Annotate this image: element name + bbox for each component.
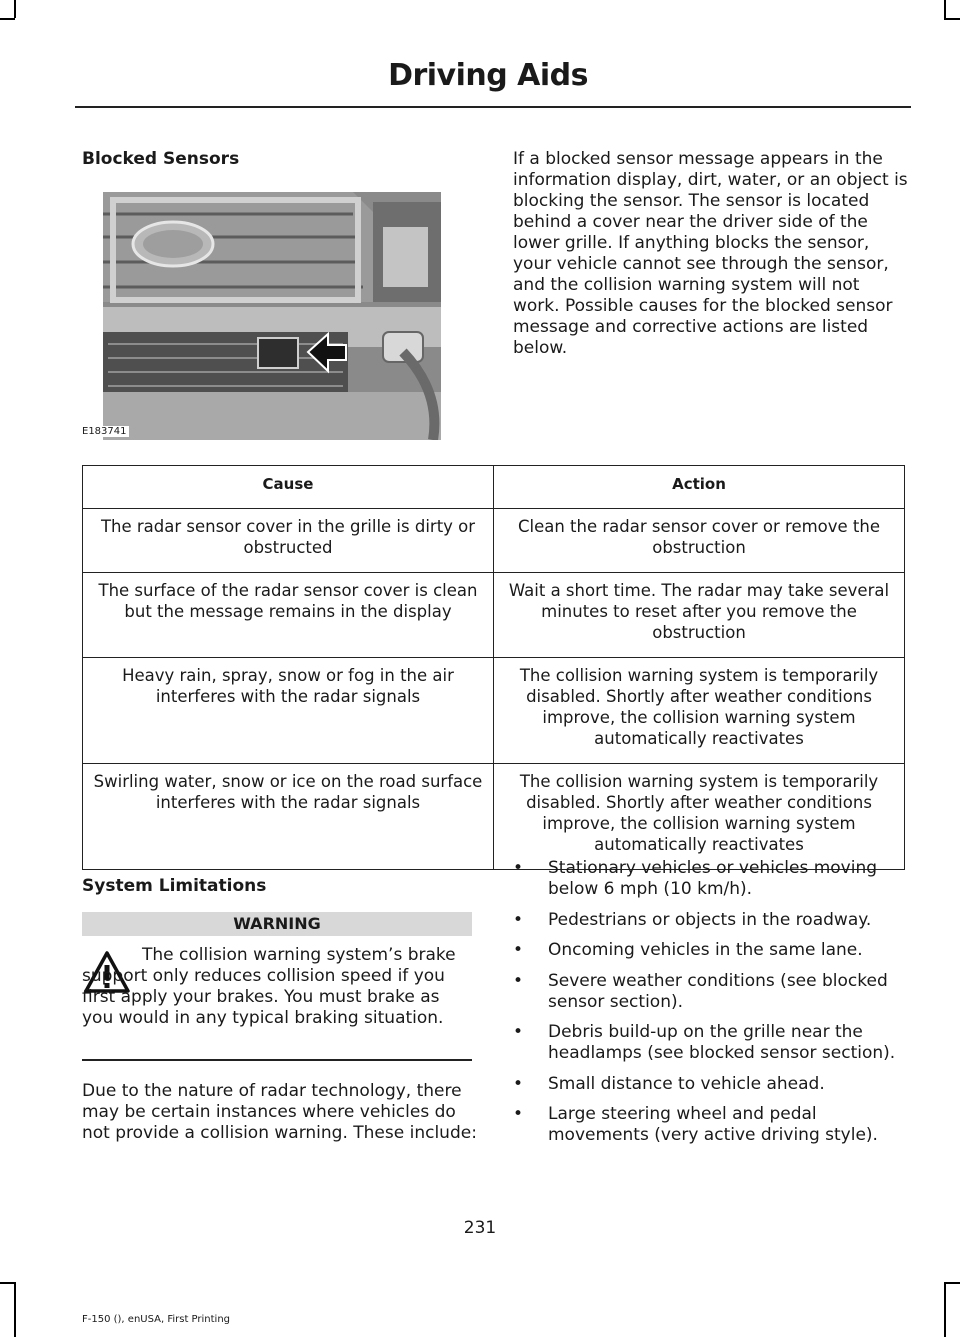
crop-mark: [14, 1282, 16, 1337]
cause-cell: Heavy rain, spray, snow or fog in the air interferes with the radar signals: [83, 658, 494, 764]
action-cell: The collision warning system is temporarily disabled. Shortly after weather conditions improve, the collision warning system automatically reactivates: [494, 658, 905, 764]
list-item-text: Severe weather conditions (see blocked sensor section).: [548, 970, 888, 1012]
list-item: [513, 1022, 913, 1064]
cause-cell: Swirling water, snow or ice on the road surface interferes with the radar signals: [83, 764, 494, 870]
list-item: [513, 940, 913, 961]
bullet-icon: •: [513, 1022, 524, 1042]
list-item-text: Pedestrians or objects in the roadway.: [548, 909, 872, 930]
crop-mark: [944, 1282, 946, 1337]
system-limitations-heading: System Limitations: [82, 876, 267, 896]
crop-mark: [0, 18, 15, 20]
list-item: [513, 1074, 913, 1095]
table-row: [83, 573, 905, 658]
crop-mark: [944, 1282, 960, 1284]
truck-grille-illustration: [103, 192, 441, 440]
table-row: [83, 509, 905, 573]
blocked-sensors-heading: Blocked Sensors: [82, 149, 240, 169]
grille-sensor-drawing: [103, 192, 441, 440]
list-item: [513, 1104, 913, 1146]
page-number: 231: [463, 1218, 497, 1238]
bullet-icon: •: [513, 858, 524, 878]
bullet-icon: •: [513, 909, 524, 930]
cause-cell: The surface of the radar sensor cover is clean but the message remains in the display: [83, 573, 494, 658]
column-header-action: Action: [494, 466, 905, 509]
list-item-text: Large steering wheel and pedal movements (very active driving style).: [548, 1104, 878, 1145]
crop-mark: [944, 0, 946, 18]
action-cell: Wait a short time. The radar may take several minutes to reset after you remove the obstruction: [494, 573, 905, 658]
list-item-text: Oncoming vehicles in the same lane.: [548, 940, 863, 960]
action-cell: The collision warning system is temporarily disabled. Shortly after weather conditions improve, the collision warning system automatically reactivates: [494, 764, 905, 870]
header-divider: [75, 106, 911, 108]
bullet-icon: •: [513, 940, 524, 960]
list-item: [513, 971, 913, 1013]
action-cell: Clean the radar sensor cover or remove the obstruction: [494, 509, 905, 573]
cause-action-table: [82, 465, 905, 870]
list-item-text: Stationary vehicles or vehicles moving below 6 mph (10 km/h).: [548, 858, 878, 899]
bullet-icon: •: [513, 970, 524, 991]
limitations-intro: Due to the nature of radar technology, there may be certain instances where vehicles do not provide a collision warning. These include:: [82, 1081, 477, 1143]
list-item: [513, 910, 913, 931]
crop-mark: [14, 0, 16, 18]
table-row: [83, 658, 905, 764]
bullet-icon: •: [513, 1073, 524, 1094]
list-item: [513, 858, 913, 900]
limitations-list: [513, 858, 913, 1156]
warning-banner: WARNING: [82, 912, 472, 936]
figure-code: E183741: [82, 426, 127, 437]
column-header-cause: Cause: [83, 466, 494, 509]
crop-mark: [0, 1282, 15, 1284]
crop-mark: [944, 18, 960, 20]
list-item-text: Small distance to vehicle ahead.: [548, 1073, 825, 1094]
footer-edition: F-150 (), enUSA, First Printing: [82, 1314, 231, 1325]
table-header-row: [83, 466, 905, 509]
cause-cell: The radar sensor cover in the grille is dirty or obstructed: [83, 509, 494, 573]
page-header-title: Driving Aids: [388, 58, 588, 93]
list-item-text: Debris build-up on the grille near the headlamps (see blocked sensor section).: [548, 1022, 896, 1063]
table-row: [83, 764, 905, 870]
blocked-sensors-body: If a blocked sensor message appears in the information display, dirt, water, or an object is blocking the sensor. The sensor is located behind a cover near the driver side of the lower grille. If anything blocks the sensor, your vehicle cannot see through the sensor, and the collision warning system will not work. Possible causes for the blocked sensor message and corrective actions are listed below.: [513, 149, 908, 358]
warning-divider: [82, 1059, 472, 1061]
bullet-icon: •: [513, 1104, 524, 1124]
warning-text: The collision warning system’s brake support only reduces collision speed if you first apply your brakes. You must brake as you would in any typical braking situation.: [82, 945, 456, 1028]
